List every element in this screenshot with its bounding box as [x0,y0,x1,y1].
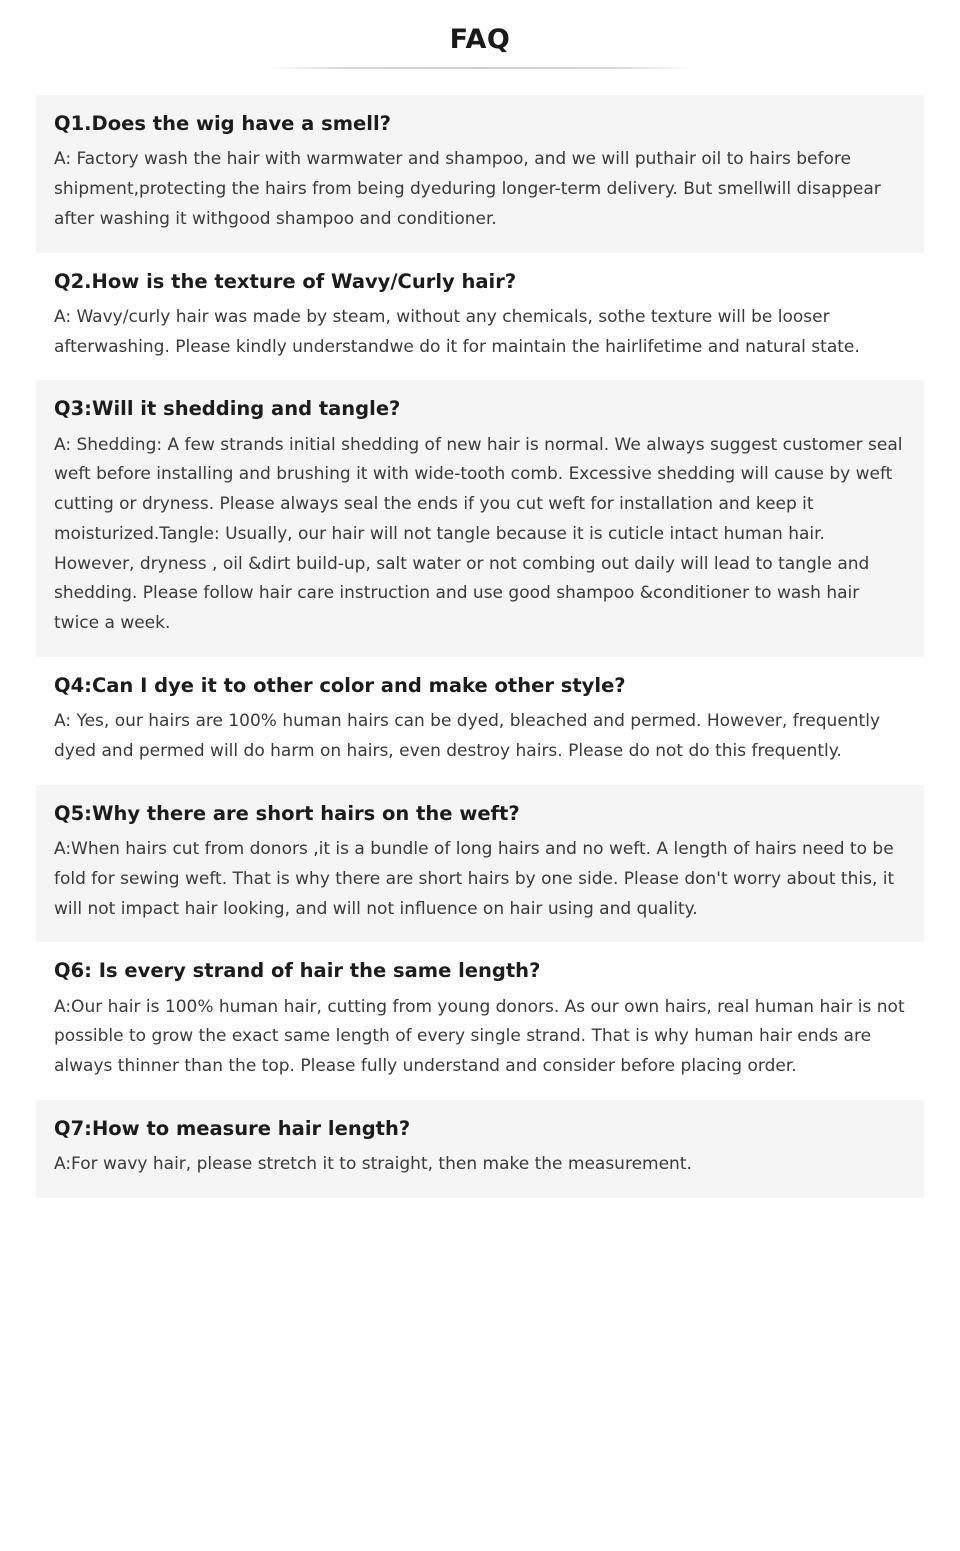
faq-answer: A: Wavy/curly hair was made by steam, without any chemicals, sothe texture will be looser afterwashing. Please kindly understandwe do it for maintain the hairlifetime and natural state. [54,306,860,357]
title-divider [270,67,690,69]
faq-item [36,380,924,657]
faq-answer: A:When hairs cut from donors ,it is a bundle of long hairs and no weft. A length of hairs need to be fold for sewing weft. That is why there are short hairs by one side. Please don't worry about this, it will not impact hair looking, and will not influence on hair using and quality. [54,839,895,919]
faq-question: Q4:Can I dye it to other color and make other style? [54,673,626,697]
faq-question: Q5:Why there are short hairs on the weft? [54,801,520,825]
faq-item [36,942,924,1100]
faq-answer: A: Shedding: A few strands initial shedding of new hair is normal. We always suggest customer seal weft before installing and brushing it with wide-tooth comb. Excessive shedding will cause by weft cutting or dryness. Please always seal the ends if you cut weft for installation and keep it moisturized.Tangle: Usually, our hair will not tangle because it is cuticle intact human hair. However, dryness , oil &dirt build-up, salt water or not combing out daily will lead to tangle and shedding. Please follow hair care instruction and use good shampoo &conditioner to wash hair twice a week. [54,434,903,634]
faq-answer: A:Our hair is 100% human hair, cutting from young donors. As our own hairs, real human hair is not possible to grow the exact same length of every single strand. That is why human hair ends are always thinner than the top. Please fully understand and consider before placing order. [54,996,905,1077]
page-title: FAQ [449,24,511,55]
faq-answer: A: Yes, our hairs are 100% human hairs can be dyed, bleached and permed. However, frequently dyed and permed will do harm on hairs, even destroy hairs. Please do not do this frequently. [54,711,881,761]
faq-question: Q6: Is every strand of hair the same length? [54,959,541,983]
faq-question: Q3:Will it shedding and tangle? [54,397,401,421]
faq-list [0,95,960,1198]
faq-answer: A: Factory wash the hair with warmwater and shampoo, and we will puthair oil to hairs before shipment,protecting the hairs from being dyeduring longer-term delivery. But smellwill disappear after washing it withgood shampoo and conditioner. [54,149,881,229]
faq-item [36,1100,924,1198]
faq-item [36,657,924,785]
faq-answer: A:For wavy hair, please stretch it to straight, then make the measurement. [54,1154,692,1175]
faq-item [36,785,924,943]
faq-item [36,253,924,381]
faq-question: Q7:How to measure hair length? [54,1116,411,1140]
faq-question: Q1.Does the wig have a smell? [54,112,391,135]
faq-item [36,95,924,253]
faq-question: Q2.How is the texture of Wavy/Curly hair? [54,269,517,293]
